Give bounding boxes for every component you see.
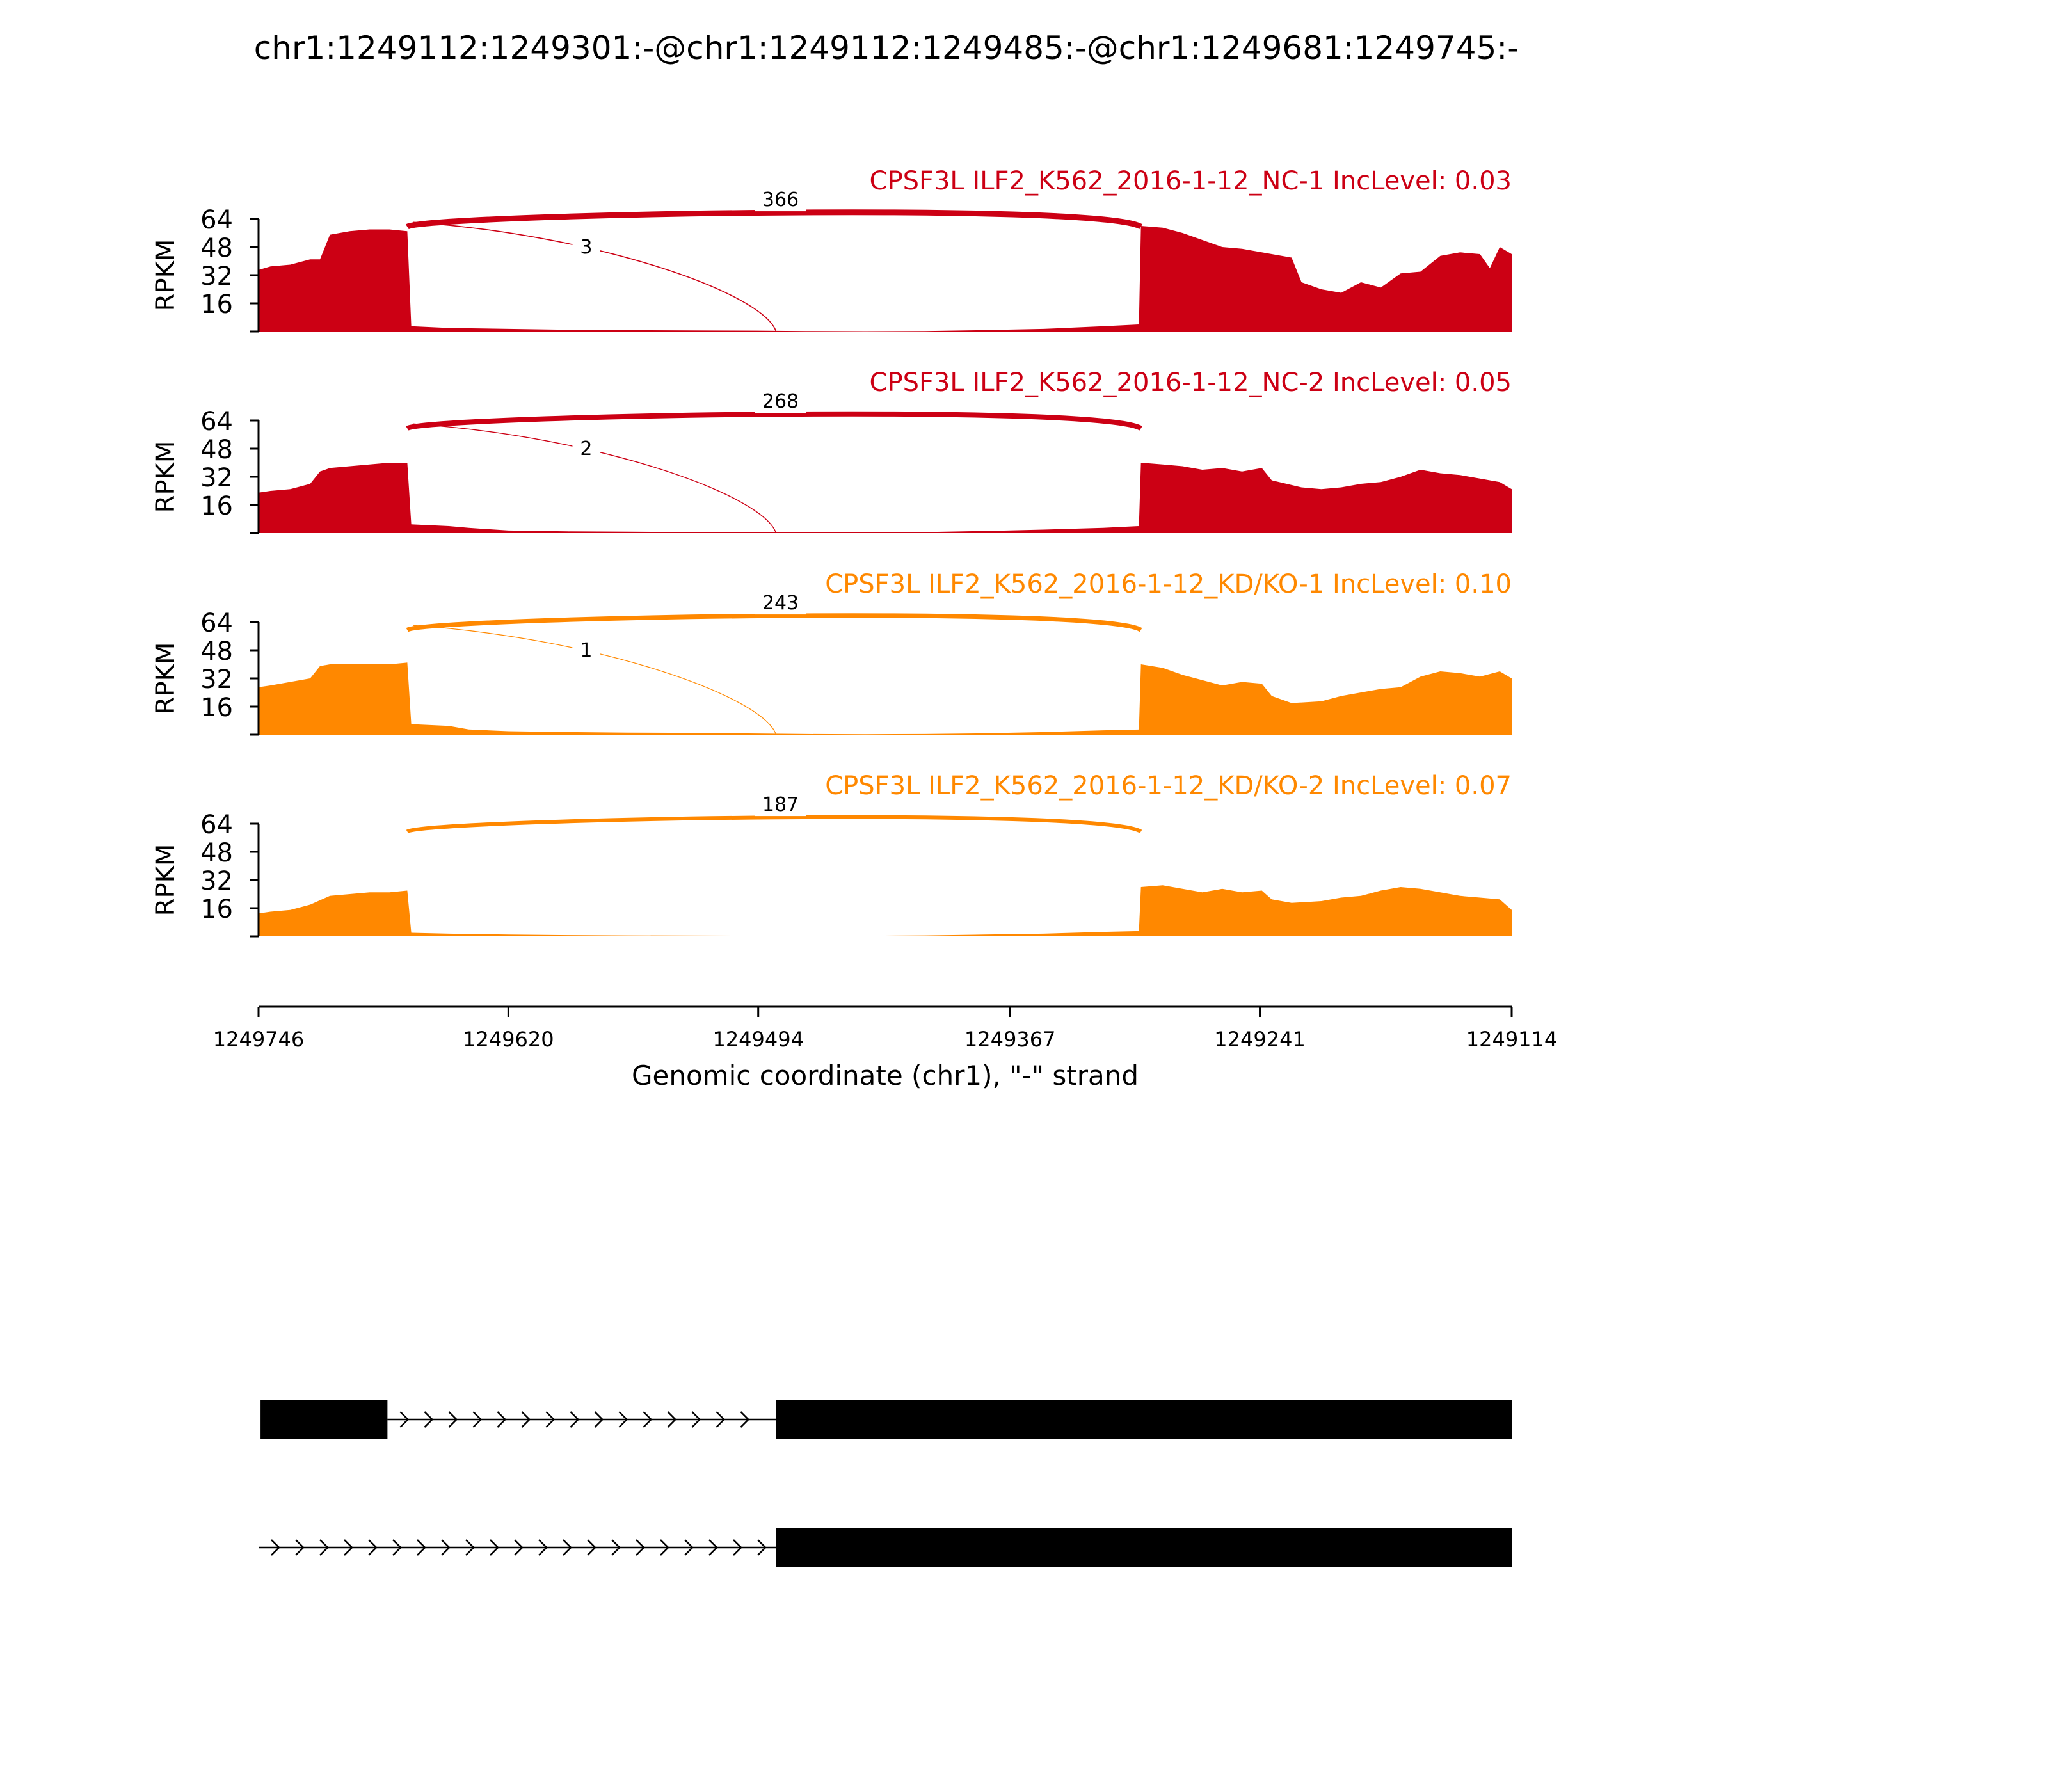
coverage-area bbox=[259, 463, 1512, 533]
figure-title: chr1:1249112:1249301:-@chr1:1249112:1249485:-@chr1:1249681:1249745:- bbox=[253, 29, 1519, 67]
x-tick-label: 1249241 bbox=[1214, 1027, 1306, 1052]
y-axis-label: RPKM bbox=[151, 642, 180, 715]
junction-arc bbox=[407, 212, 1140, 227]
track-4 bbox=[151, 771, 1512, 936]
track-label: CPSF3L ILF2_K562_2016-1-12_NC-2 IncLevel: 0.05 bbox=[869, 368, 1512, 397]
y-tick-label: 32 bbox=[200, 262, 233, 291]
x-axis bbox=[213, 1007, 1558, 1091]
x-tick-label: 1249114 bbox=[1466, 1027, 1558, 1052]
transcript-1 bbox=[260, 1400, 1512, 1439]
y-axis-label: RPKM bbox=[151, 440, 180, 513]
x-tick-label: 1249494 bbox=[712, 1027, 804, 1052]
junction-count: 3 bbox=[580, 236, 593, 259]
transcript-models bbox=[259, 1400, 1512, 1567]
track-1 bbox=[151, 166, 1512, 332]
y-axis-label: RPKM bbox=[151, 239, 180, 312]
exon-block bbox=[776, 1400, 1512, 1439]
coverage-area bbox=[259, 226, 1512, 332]
track-label: CPSF3L ILF2_K562_2016-1-12_KD/KO-2 IncLevel: 0.07 bbox=[825, 771, 1512, 801]
coverage-area bbox=[259, 885, 1512, 936]
y-tick-label: 16 bbox=[200, 492, 233, 521]
y-tick-label: 64 bbox=[200, 205, 233, 235]
junction-count: 243 bbox=[762, 592, 799, 615]
x-axis-label: Genomic coordinate (chr1), "-" strand bbox=[631, 1060, 1139, 1091]
y-tick-label: 16 bbox=[200, 290, 233, 319]
track-label: CPSF3L ILF2_K562_2016-1-12_KD/KO-1 IncLevel: 0.10 bbox=[825, 570, 1512, 599]
x-tick-label: 1249620 bbox=[463, 1027, 554, 1052]
y-tick-label: 16 bbox=[200, 693, 233, 723]
exon-block bbox=[260, 1400, 387, 1439]
track-label: CPSF3L ILF2_K562_2016-1-12_NC-1 IncLevel: 0.03 bbox=[869, 166, 1512, 196]
x-tick-label: 1249367 bbox=[964, 1027, 1056, 1052]
y-tick-label: 64 bbox=[200, 609, 233, 638]
junction-arc bbox=[407, 817, 1140, 832]
junction-count: 366 bbox=[762, 189, 799, 212]
transcript-2 bbox=[259, 1528, 1512, 1567]
y-tick-label: 48 bbox=[200, 838, 233, 868]
y-tick-label: 64 bbox=[200, 407, 233, 436]
y-tick-label: 48 bbox=[200, 234, 233, 263]
y-tick-label: 64 bbox=[200, 810, 233, 840]
junction-count: 268 bbox=[762, 390, 799, 413]
y-axis-label: RPKM bbox=[151, 844, 180, 916]
y-tick-label: 48 bbox=[200, 435, 233, 465]
x-tick-label: 1249746 bbox=[212, 1027, 305, 1052]
y-tick-label: 48 bbox=[200, 637, 233, 666]
y-tick-label: 32 bbox=[200, 867, 233, 896]
junction-count: 1 bbox=[580, 639, 593, 662]
y-tick-label: 32 bbox=[200, 665, 233, 694]
coverage-area bbox=[259, 662, 1512, 735]
y-tick-label: 32 bbox=[200, 463, 233, 493]
exon-block bbox=[776, 1528, 1512, 1567]
track-2 bbox=[151, 368, 1512, 533]
junction-arc bbox=[407, 616, 1140, 630]
coverage-tracks bbox=[151, 166, 1512, 936]
junction-count: 187 bbox=[762, 794, 799, 817]
track-3 bbox=[151, 570, 1512, 735]
junction-count: 2 bbox=[580, 438, 593, 460]
y-tick-label: 16 bbox=[200, 895, 233, 924]
junction-arc bbox=[407, 414, 1140, 429]
